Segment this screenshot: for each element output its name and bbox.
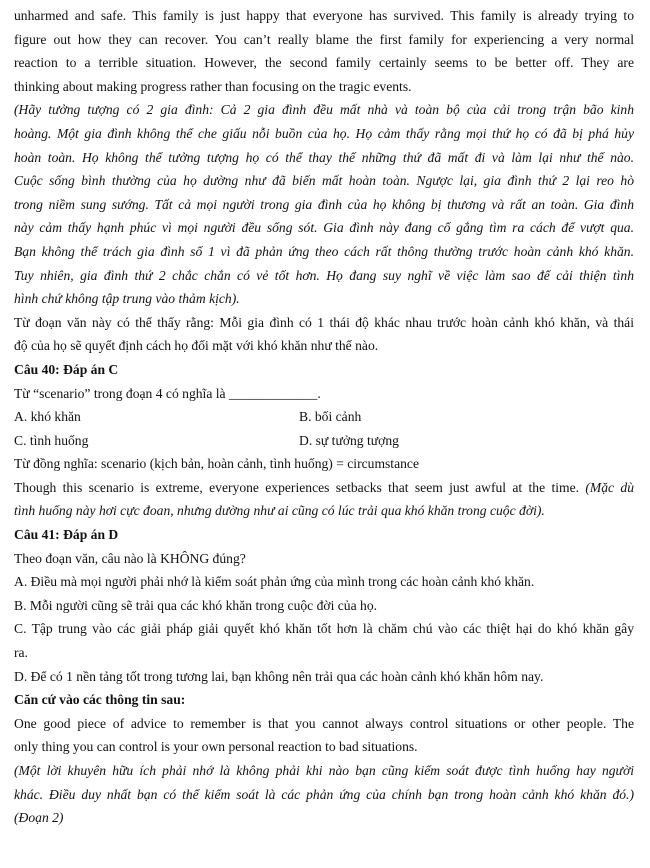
- text-line: hình chứ không tập trung vào thảm kịch).: [14, 291, 240, 307]
- text-line: Tuy nhiên, gia đình thứ 2 chắc chắn có vẻ tốt hơn. Họ đang suy nghĩ về việc làm sao để cải thiện tình: [14, 267, 634, 283]
- text-line: unharmed and safe. This family is just happy that everyone has survived. This family is already trying to: [14, 8, 634, 23]
- text-line: reaction to a terrible situation. However, the second family certainly seems to be better off. They are: [14, 55, 634, 71]
- text-line: Cuộc sống bình thường của họ dường như đã biến mất hoàn toàn. Ngược lại, gia đình thứ 2 lại reo hò: [14, 173, 634, 189]
- quote-translation-end: tình huống này hơi cực đoan, nhưng dường như ai cũng có lúc trải qua khó khăn trong cuộc đời).: [14, 503, 545, 519]
- question-41: [14, 523, 634, 688]
- text-line: này cảm thấy hạnh phúc vì mọi người đều sống sót. Gia đình này đang cố gắng tìm ra cách để vượt qua.: [14, 220, 634, 236]
- option-c-continued: ra.: [14, 645, 28, 661]
- passage-paragraph-english: [14, 4, 634, 98]
- text-line: khác. Điều duy nhất bạn có thể kiểm soát là các phản ứng của chính bạn trong hoàn cảnh khó khăn đó.): [14, 786, 634, 802]
- question-40: [14, 358, 634, 523]
- text-line: only thing you can control is your own personal reaction to bad situations.: [14, 739, 418, 755]
- paragraph-reference: (Đoạn 2): [14, 810, 64, 826]
- question-heading: Câu 40: Đáp án C: [14, 361, 119, 377]
- quote-english: Though this scenario is extreme, everyone experiences setbacks that seem just awful at the time.: [14, 479, 580, 495]
- basis-heading: Căn cứ vào các thông tin sau:: [14, 692, 186, 708]
- text-line: Bạn không thể trách gia đình số 1 vì đã phản ứng theo cách rất thông thường trước hoàn cảnh khó khăn.: [14, 243, 634, 259]
- text-line: figure out how they can recover. You can’t really blame the first family for experiencing a very normal: [14, 31, 634, 47]
- option-c: C. tình huống: [14, 432, 89, 448]
- text-line: (Một lời khuyên hữu ích phải nhớ là không phải khi nào bạn cũng kiểm soát được tình huống hay người: [14, 763, 634, 778]
- passage-translation-vietnamese: [14, 98, 634, 310]
- question-text: Từ “scenario” trong đoạn 4 có nghĩa là _____________.: [14, 385, 321, 401]
- option-c: C. Tập trung vào các giải pháp giải quyết khó khăn tốt hơn là chăm chú vào các thiệt hại do khó khăn gây: [14, 621, 634, 637]
- evidence-section: [14, 688, 634, 830]
- option-d: D. Để có 1 nền tảng tốt trong tương lai, bạn không nên trải qua các hoàn cảnh khó khăn hôm nay.: [14, 668, 544, 684]
- text-line: thinking about making progress rather than focusing on the tragic events.: [14, 78, 412, 94]
- question-heading: Câu 41: Đáp án D: [14, 527, 119, 543]
- option-d: D. sự tưởng tượng: [299, 432, 399, 448]
- answer-options: [14, 405, 634, 452]
- text-line: One good piece of advice to remember is that you cannot always control situations or other people. The: [14, 715, 634, 731]
- synonym-note: Từ đồng nghĩa: scenario (kịch bản, hoàn cảnh, tình huống) = circumstance: [14, 456, 419, 472]
- text-line: độ của họ sẽ quyết định cách họ đối mặt với khó khăn như thế nào.: [14, 338, 379, 354]
- quote-translation-start: (Mặc dù: [585, 479, 634, 495]
- quote-line: [14, 476, 634, 500]
- question-text: Theo đoạn văn, câu nào là KHÔNG đúng?: [14, 550, 246, 566]
- option-a: A. khó khăn: [14, 409, 81, 425]
- option-b: B. bối cảnh: [299, 409, 362, 425]
- text-line: trong niềm sung sướng. Tất cả mọi người trong gia đình của họ không bị thương và rất an toàn. Gia đình: [14, 196, 634, 212]
- option-a: A. Điều mà mọi người phải nhớ là kiểm soát phản ứng của mình trong các hoàn cảnh khó khăn.: [14, 574, 535, 590]
- summary-paragraph: [14, 311, 634, 358]
- option-b: B. Mỗi người cũng sẽ trải qua các khó khăn trong cuộc đời của họ.: [14, 597, 378, 613]
- text-line: hoàn toàn. Họ không thể tưởng tượng họ có thể thay thế những thứ đã mất đi và làm lại như thế nào.: [14, 149, 634, 165]
- text-line: Từ đoạn văn này có thể thấy rằng: Mỗi gia đình có 1 thái độ khác nhau trước hoàn cảnh khó khăn, và thái: [14, 314, 634, 330]
- text-line: (Hãy tưởng tượng có 2 gia đình: Cả 2 gia đình đều mất nhà và toàn bộ của cải trong trận bão kinh: [14, 102, 634, 118]
- text-line: hoàng. Một gia đình không thể che giấu nỗi buồn của họ. Họ cảm thấy rằng mọi thứ họ có đã bị phá hủy: [14, 125, 634, 141]
